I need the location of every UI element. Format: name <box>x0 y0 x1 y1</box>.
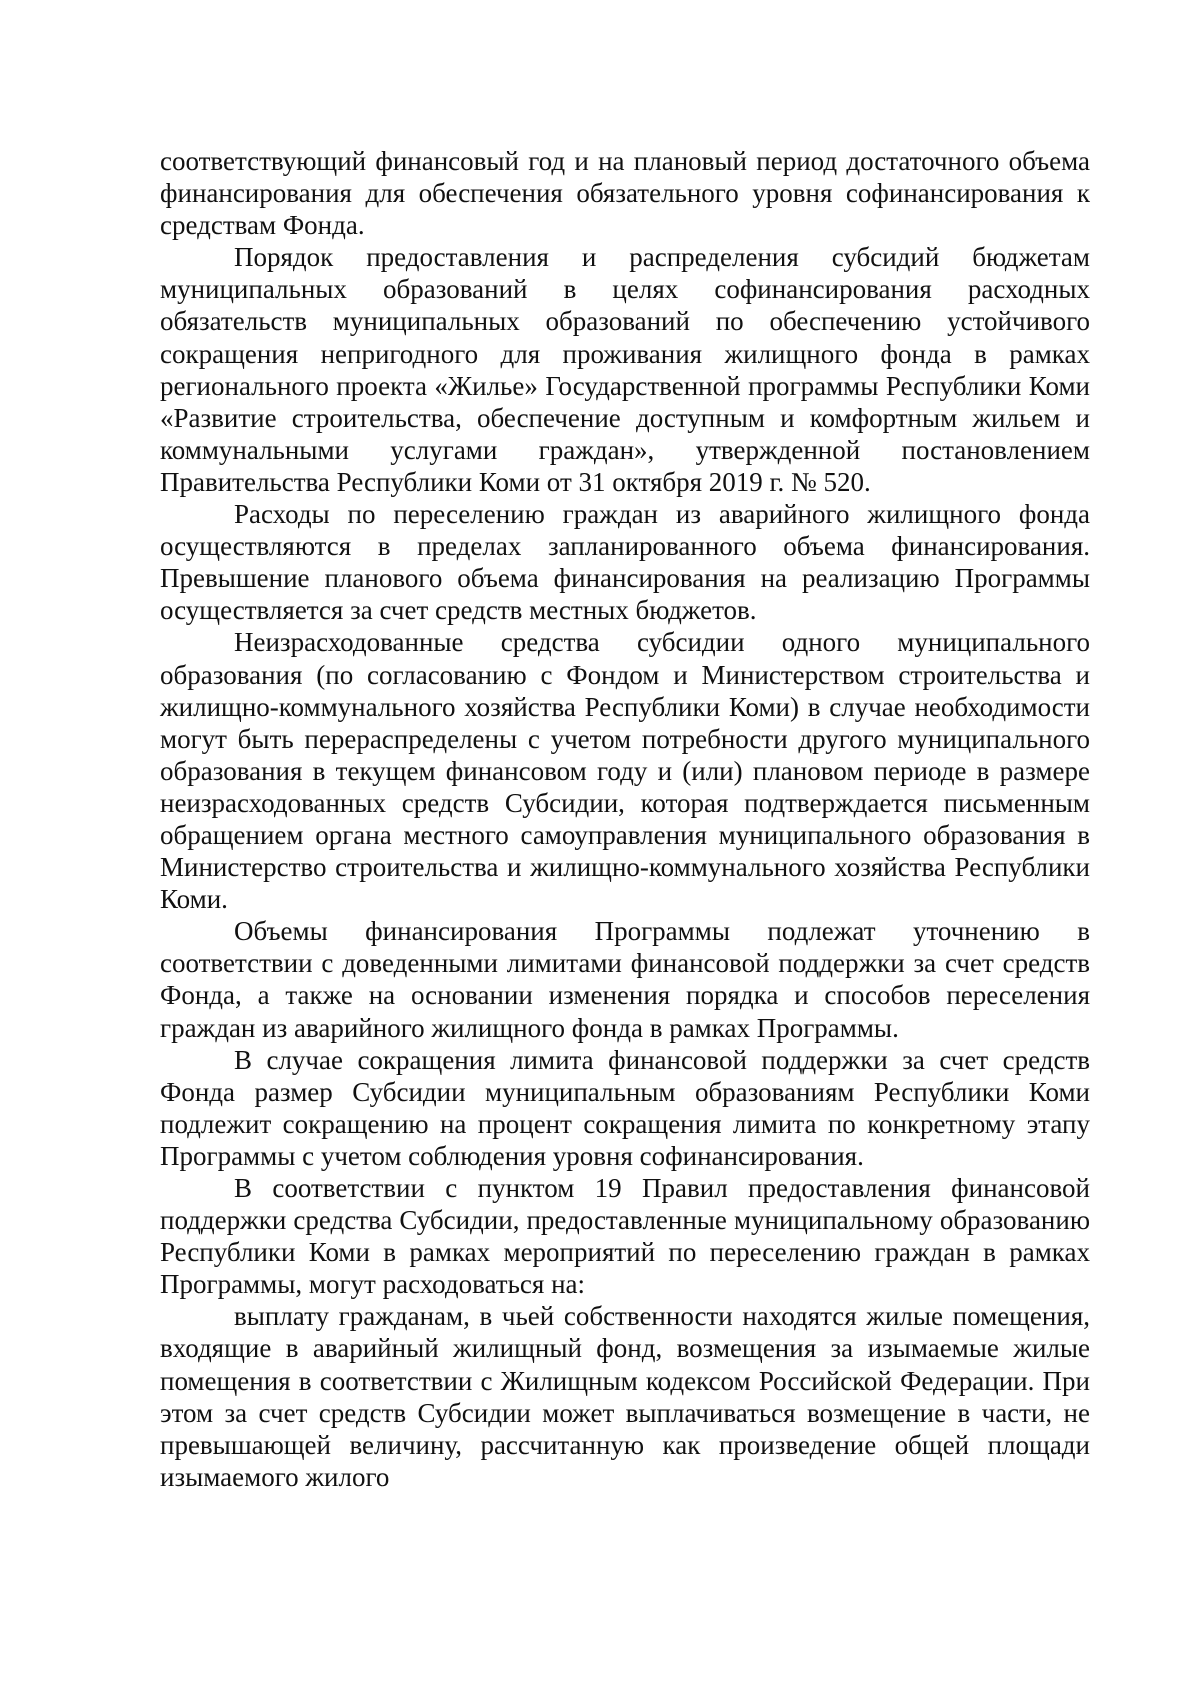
paragraph-limit-reduction: В случае сокращения лимита финансовой поддержки за счет средств Фонда размер Субсидии муниципальным образованиям Республики Коми подлежит сокращению на процент сокращения лимита по конкретному этапу Программы с учетом соблюдения уровня софинансирования. <box>160 1044 1090 1171</box>
paragraph-rule-19: В соответствии с пунктом 19 Правил предоставления финансовой поддержки средства Субсидии, предоставленные муниципальному образованию Республики Коми в рамках мероприятий по переселению граждан в рамках Программы, могут расходоваться на: <box>160 1173 1090 1300</box>
paragraph-continuation: соответствующий финансовый год и на плановый период достаточного объема финансирования для обеспечения обязательного уровня софинансирования к средствам Фонда. <box>160 146 1090 241</box>
paragraph-unspent-funds: Неизрасходованные средства субсидии одного муниципального образования (по согласованию с Фондом и Министерством строительства и жилищно-коммунального хозяйства Республики Коми) в случае необходимости могут быть перераспределены с учетом потребности другого муниципального образования в текущем финансовом году и (или) плановом периоде в размере неизрасходованных средств Субсидии, которая подтверждается письменным обращением органа местного самоуправления муниципального образования в Министерство строительства и жилищно-коммунального хозяйства Республики Коми. <box>160 627 1090 915</box>
paragraph-resettlement-expenses: Расходы по переселению граждан из аварийного жилищного фонда осуществляются в пределах запланированного объема финансирования. Превышение планового объема финансирования на реализацию Программы осуществляется за счет средств местных бюджетов. <box>160 499 1090 626</box>
paragraph-subsidy-procedure: Порядок предоставления и распределения субсидий бюджетам муниципальных образований в целях софинансирования расходных обязательств муниципальных образований по обеспечению устойчивого сокращения непригодного для проживания жилищного фонда в рамках регионального проекта «Жилье» Государственной программы Республики Коми «Развитие строительства, обеспечение доступным и комфортным жильем и коммунальными услугами граждан», утвержденной постановлением Правительства Республики Коми от 31 октября 2019 г. № 520. <box>160 242 1090 497</box>
paragraph-payment-to-citizens: выплату гражданам, в чьей собственности находятся жилые помещения, входящие в аварийный жилищный фонд, возмещения за изымаемые жилые помещения в соответствии с Жилищным кодексом Российской Федерации. При этом за счет средств Субсидии может выплачиваться возмещение в части, не превышающей величину, рассчитанную как произведение общей площади изымаемого жилого <box>160 1301 1090 1492</box>
paragraph-financing-volumes: Объемы финансирования Программы подлежат уточнению в соответствии с доведенными лимитами финансовой поддержки за счет средств Фонда, а также на основании изменения порядка и способов переселения граждан из аварийного жилищного фонда в рамках Программы. <box>160 916 1090 1043</box>
document-body <box>160 145 1090 1493</box>
